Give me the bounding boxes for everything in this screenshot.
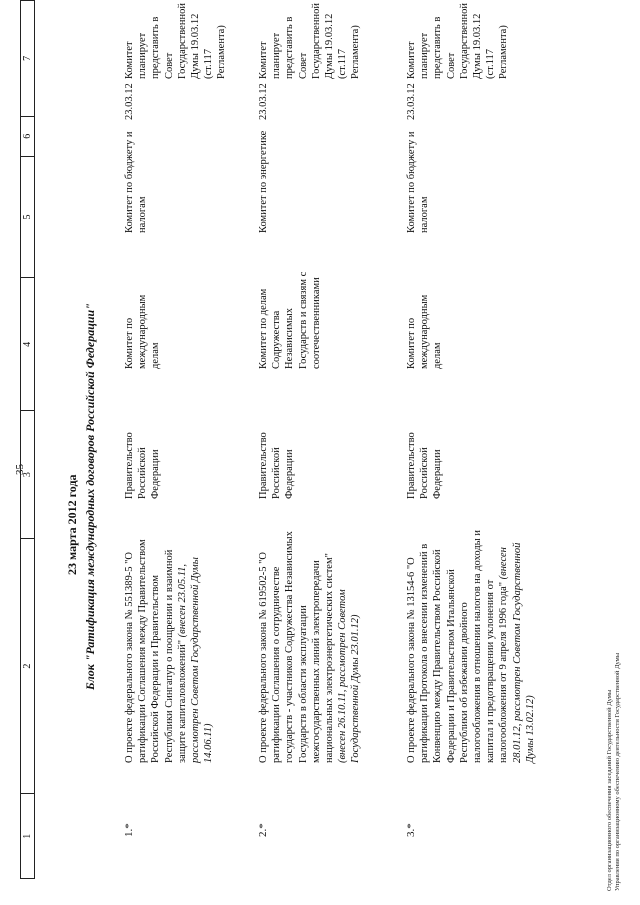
bill-note: (внесен 26.10.11, рассмотрен Советом Государственной Думы 23.01.12) (337, 589, 362, 763)
row-number: 3.* (405, 823, 417, 837)
consideration-date: 23.03.12 (258, 83, 269, 120)
co-committee: Комитет по энергетике (258, 130, 269, 233)
bill-title: О проекте федерального закона № 619502-5 "О ратификации Соглашения о сотрудничестве государств - участников Содружества Независимых Государств в области эксплуатации межгосударственных линий электропередачи национальных электроэнергетических систем" (258, 531, 336, 763)
page-number: 35 (14, 464, 26, 475)
bill-note: (внесен 28.01.12, рассмотрен Советом Государственной Думы 13.02.12) (498, 542, 536, 763)
decision-note: Комитет планирует представить в Совет Государственной Думы 19.03.12 (ст.117 Регламента) (124, 3, 228, 79)
footer-line: Отдел организационного обеспечения заседаний Государственной Думы (606, 689, 613, 891)
block-title: Блок "Ратификация международных договоров Российской Федерации" (83, 303, 97, 690)
column-number-header (20, 0, 35, 879)
column-header-5: 5 (21, 156, 35, 278)
responsible-committee: Комитет по международным делам (124, 294, 162, 369)
bill-description (257, 527, 363, 763)
bill-note: (внесен 23.05.11, рассмотрен Советом Государственной Думы 14.06.11) (176, 557, 215, 763)
initiator: Правительство Российской Федерации (258, 432, 296, 499)
bill-description (405, 527, 537, 763)
row-number: 1.* (123, 823, 135, 837)
bill-title: О проекте федерального закона № 13154-6 "О ратификации Протокола о внесении изменений в Конвенцию между Правительством Российской Федерации и Правительством Итальянской Республики об избежании двойного налогообложения в отношении налогов на доходы и капитал и предотвращении уклонения от налогообложения от 9 апреля 1996 года" (406, 530, 510, 763)
bill-title: О проекте федерального закона № 551389-5 "О ратификации Соглашения между Правительством Российской Федерации и Правительством Республики Сингапур о поощрении и взаимной защите капиталовложений" (124, 539, 188, 763)
footer-line: Управления по организационному обеспечению деятельности Государственной Думы (614, 652, 621, 891)
column-header-2: 2 (21, 538, 35, 794)
footer (606, 653, 622, 891)
row-number: 2.* (257, 823, 269, 837)
decision-note: Комитет планирует представить в Совет Государственной Думы 19.03.12 (ст.117 Регламента) (406, 3, 510, 79)
column-header-6: 6 (21, 116, 35, 156)
consideration-date: 23.03.12 (406, 83, 417, 120)
co-committee: Комитет по бюджету и налогам (406, 131, 431, 233)
co-committee: Комитет по бюджету и налогам (124, 131, 149, 233)
session-date: 23 марта 2012 года (65, 474, 79, 575)
responsible-committee: Комитет по делам Содружества Независимых Государств и связям с соотечественниками (258, 271, 322, 369)
bill-description (123, 527, 215, 763)
consideration-date: 23.03.12 (124, 83, 135, 120)
column-header-3: 3 (21, 411, 35, 538)
column-header-1: 1 (21, 794, 35, 879)
initiator: Правительство Российской Федерации (124, 432, 162, 499)
column-header-4: 4 (21, 278, 35, 411)
responsible-committee: Комитет по международным делам (406, 294, 444, 369)
initiator: Правительство Российской Федерации (406, 432, 444, 499)
column-header-7: 7 (21, 1, 35, 117)
decision-note: Комитет планирует представить в Совет Государственной Думы 19.03.12 (ст.117 Регламента) (258, 3, 362, 79)
